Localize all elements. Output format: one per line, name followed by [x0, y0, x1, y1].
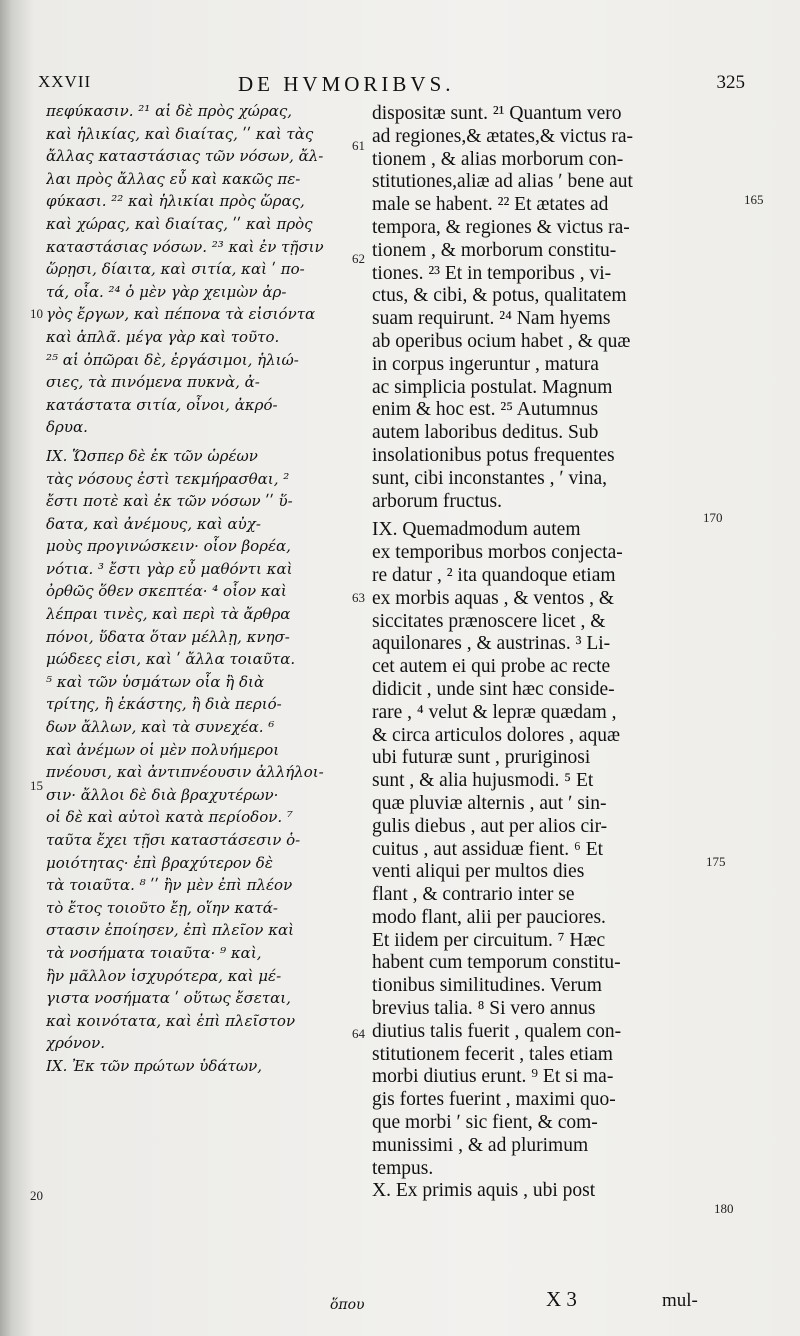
latin-text-line: re datur , ² ita quandoque etiam [372, 564, 616, 586]
greek-catchword: ὅπου [330, 1297, 365, 1313]
latin-text-line: tionem , & alias morborum con- [372, 148, 624, 170]
latin-text-line: ubi futuræ sunt , pruriginosi [372, 747, 591, 769]
latin-text-line: aquilonares , & austrinas. ³ Li- [372, 633, 611, 655]
greek-text-line: κατάστατα σιτία, οἶνοι, ἀκρό- [46, 395, 278, 414]
margin-number-165: 165 [744, 192, 764, 207]
latin-text-line: ctus, & cibi, & potus, qualitatem [372, 285, 627, 307]
latin-text-line: tionibus similitudines. Verum [372, 975, 602, 997]
greek-text-line: ἢν μᾶλλον ἰσχυρότερα, καὶ μέ- [46, 966, 282, 985]
latin-text-line: que morbi ʹ sic fient, & com- [372, 1112, 598, 1134]
catchword: mul- [662, 1290, 698, 1311]
latin-text-line: dispositæ sunt. ²¹ Quantum vero [372, 103, 622, 124]
latin-text-line: suam requirunt. ²⁴ Nam hyems [372, 308, 611, 330]
greek-text-line: ²⁵ αἱ ὀπῶραι δὲ, ἐργάσιμοι, ἡλιώ- [46, 350, 299, 369]
latin-text-line: stitutiones,aliæ ad alias ʹ bene aut [372, 171, 633, 193]
margin-number-170: 170 [703, 510, 723, 525]
greek-column [46, 100, 364, 1078]
greek-text-line: τά, οἷα. ²⁴ ὁ μὲν γὰρ χειμὼν ἀρ- [46, 282, 287, 301]
latin-text-line: tionem , & morborum constitu- [372, 239, 617, 261]
latin-text-line: Et iidem per circuitum. ⁷ Hæc [372, 929, 606, 951]
chapter-marker: XXVII [38, 72, 92, 91]
greek-text-line: χρόνον. [46, 1034, 105, 1053]
latin-text-line: flant , & contrario inter se [372, 884, 575, 906]
latin-text-line: insolationibus potus frequentes [372, 444, 615, 466]
margin-number-180: 180 [714, 1201, 734, 1216]
latin-text-line: enim & hoc est. ²⁵ Autumnus [372, 399, 599, 421]
latin-text-line: tempora, & regiones & victus ra- [372, 216, 630, 238]
latin-text-line: rare , ⁴ velut & lepræ quædam , [372, 701, 617, 723]
margin-number-63: 63 [352, 590, 365, 605]
greek-text-line: ἄλλας καταστάσιας τῶν νόσων, ἄλ- [46, 147, 324, 166]
greek-text-line: ⁵ καὶ τῶν ὑσμάτων οἷα ἢ διὰ [46, 672, 265, 691]
greek-text-line: δατα, καὶ ἀνέμους, καὶ αὐχ- [46, 514, 261, 533]
latin-text-line: ad regiones,& ætates,& victus ra- [372, 125, 634, 147]
latin-text-line: gis fortes fuerint , maximi quo- [372, 1089, 616, 1111]
greek-text-line: πεφύκασιν. ²¹ αἱ δὲ πρὸς χώρας, [46, 102, 293, 120]
latin-text-line: & circa articulos dolores , aquæ [372, 724, 621, 746]
greek-text-line: σιες, τὰ πινόμενα πυκνὰ, ἀ- [46, 373, 260, 392]
greek-text-line: καὶ κοινότατα, καὶ ἐπὶ πλεῖστον [46, 1011, 296, 1030]
latin-text-line: tiones. ²³ Et in temporibus , vi- [372, 262, 612, 284]
latin-text-line: sunt, cibi inconstantes , ʹ vina, [372, 467, 607, 489]
latin-text-line: didicit , unde sint hæc conside- [372, 678, 615, 700]
latin-text-line: modo flant, alii per pauciores. [372, 906, 606, 928]
latin-text-line: sunt , & alia hujusmodi. ⁵ Et [372, 770, 594, 792]
greek-text-line: λέπραι τινὲς, καὶ περὶ τὰ ἄρθρα [46, 605, 291, 624]
latin-text-line: ex temporibus morbos conjecta- [372, 542, 623, 564]
running-title: DE HVMORIBVS. [238, 72, 455, 96]
latin-text-line: stitutionem fecerit , tales etiam [372, 1043, 613, 1065]
greek-text-line: γιστα νοσήματα ʹ οὕτως ἔσεται, [46, 989, 291, 1008]
latin-text-line: cet autem ei qui probe ac recte [372, 656, 611, 678]
latin-text-line: IX. Quemadmodum autem [372, 519, 581, 541]
greek-text-line: γὸς ἔργων, καὶ πέπονα τὰ εἰσιόντα [46, 305, 316, 324]
greek-text-line: τὰς νόσους ἐστὶ τεκμήρασθαι, ² [46, 469, 290, 488]
latin-text-line: ac simplicia postulat. Magnum [372, 376, 613, 398]
greek-text-line: δρυα. [46, 418, 88, 437]
latin-text-line: in corpus ingeruntur , matura [372, 353, 599, 375]
greek-text-line: ὥρῃσι, δίαιτα, καὶ σιτία, καὶ ʹ πο- [46, 260, 305, 279]
latin-text-line: habent cum temporum constitu- [372, 952, 621, 974]
greek-text-line: τὰ νοσήματα τοιαῦτα· ⁹ καὶ, [46, 943, 262, 962]
latin-text-line: ab operibus ocium habet , & quæ [372, 330, 631, 352]
latin-text-line: quæ pluviæ alternis , aut ʹ sin- [372, 792, 607, 814]
latin-text-line: siccitates prænoscere licet , & [372, 610, 606, 632]
latin-text-line: venti aliqui per multos dies [372, 861, 585, 883]
greek-text-line: οἱ δὲ καὶ αὐτοὶ κατὰ περίοδον. ⁷ [46, 808, 293, 827]
latin-text-line: gulis diebus , aut per alios cir- [372, 815, 608, 837]
latin-text-line: male se habent. ²² Et ætates ad [372, 194, 609, 216]
greek-text-line: IX. Ὥσπερ δὲ ἐκ τῶν ὡρέων [46, 446, 258, 465]
greek-text-line: ταῦτα ἔχει τῇσι καταστάσεσιν ὁ- [46, 831, 301, 849]
greek-text-line: πόνοι, ὕδατα ὅταν μέλλῃ, κνησ- [46, 627, 290, 646]
latin-text-line: X. Ex primis aquis , ubi post [372, 1180, 596, 1202]
margin-number-15: 15 [30, 778, 43, 793]
greek-text-line: τὸ ἔτος τοιοῦτο ἔῃ, οἵην κατά- [46, 898, 278, 917]
greek-text-line: φύκασι. ²² καὶ ἡλικίαι πρὸς ὥρας, [46, 192, 305, 211]
greek-text-line: πνέουσι, καὶ ἀντιπνέουσιν ἀλλήλοι- [46, 763, 324, 782]
latin-text-line: ex morbis aquas , & ventos , & [372, 587, 615, 609]
margin-number-20: 20 [30, 1188, 43, 1203]
latin-text-line: cuitus , aut assiduæ fient. ⁶ Et [372, 838, 604, 860]
latin-text-line: munissimi , & ad plurimum [372, 1134, 589, 1156]
greek-text-line: καὶ ἁπλᾶ. μέγα γὰρ καὶ τοῦτο. [46, 327, 280, 346]
greek-text-line: μοιότητας· ἐπὶ βραχύτερον δὲ [46, 853, 273, 872]
margin-number-175: 175 [706, 854, 726, 869]
latin-text-line: tempus. [372, 1157, 434, 1179]
latin-text-line: morbi diutius erunt. ⁹ Et si ma- [372, 1066, 614, 1088]
latin-text-line: diutius talis fuerit , qualem con- [372, 1020, 622, 1042]
greek-text-line: ὀρθῶς ὅθεν σκεπτέα· ⁴ οἷον καὶ [46, 582, 287, 601]
greek-text-line: νότια. ³ ἔστι γὰρ εὖ μαθόντι καὶ [46, 559, 293, 578]
greek-text-line: καὶ ἀνέμων οἱ μὲν πολυήμεροι [46, 740, 280, 759]
margin-number-61: 61 [352, 138, 365, 153]
greek-text-line: δων ἄλλων, καὶ τὰ συνεχέα. ⁶ [46, 718, 275, 737]
greek-text-line: τρίτης, ἢ ἑκάστης, ἢ διὰ περιό- [46, 695, 282, 714]
greek-text-line: μοὺς προγινώσκειν· οἷον βορέα, [46, 537, 291, 556]
latin-column [372, 103, 702, 1203]
greek-text-line: καὶ ἡλικίας, καὶ διαίτας, ʹʹ καὶ τὰς [46, 124, 314, 143]
margin-number-64: 64 [352, 1026, 365, 1041]
signature-mark: X 3 [546, 1287, 577, 1311]
running-header [38, 72, 745, 98]
page-number: 325 [716, 72, 745, 93]
greek-text-line: λαι πρὸς ἄλλας εὖ καὶ κακῶς πε- [46, 169, 301, 188]
greek-text-line: καὶ χώρας, καὶ διαίτας, ʹʹ καὶ πρὸς [46, 214, 313, 233]
margin-number-10: 10 [30, 306, 43, 321]
latin-text-line: arborum fructus. [372, 490, 502, 512]
latin-text-line: autem laboribus deditus. Sub [372, 422, 599, 444]
greek-text-line: ἔστι ποτὲ καὶ ἐκ τῶν νόσων ʹʹ ὕ- [46, 492, 293, 511]
greek-text-line: IX. Ἐκ τῶν πρώτων ὑδάτων, [46, 1056, 262, 1075]
latin-text-line: brevius talia. ⁸ Si vero annus [372, 998, 596, 1020]
greek-text-line: τὰ τοιαῦτα. ⁸ ʹʹ ἢν μὲν ἐπὶ πλέον [46, 876, 293, 895]
greek-text-line: καταστάσιας νόσων. ²³ καὶ ἐν τῇσιν [46, 237, 324, 256]
greek-text-line: μώδεες εἰσι, καὶ ʹ ἄλλα τοιαῦτα. [46, 650, 296, 669]
margin-number-62: 62 [352, 251, 365, 266]
greek-text-line: στασιν ἐποίησεν, ἐπὶ πλεῖον καὶ [46, 921, 295, 940]
greek-text-line: σιν· ἄλλοι δὲ διὰ βραχυτέρων· [46, 785, 279, 804]
